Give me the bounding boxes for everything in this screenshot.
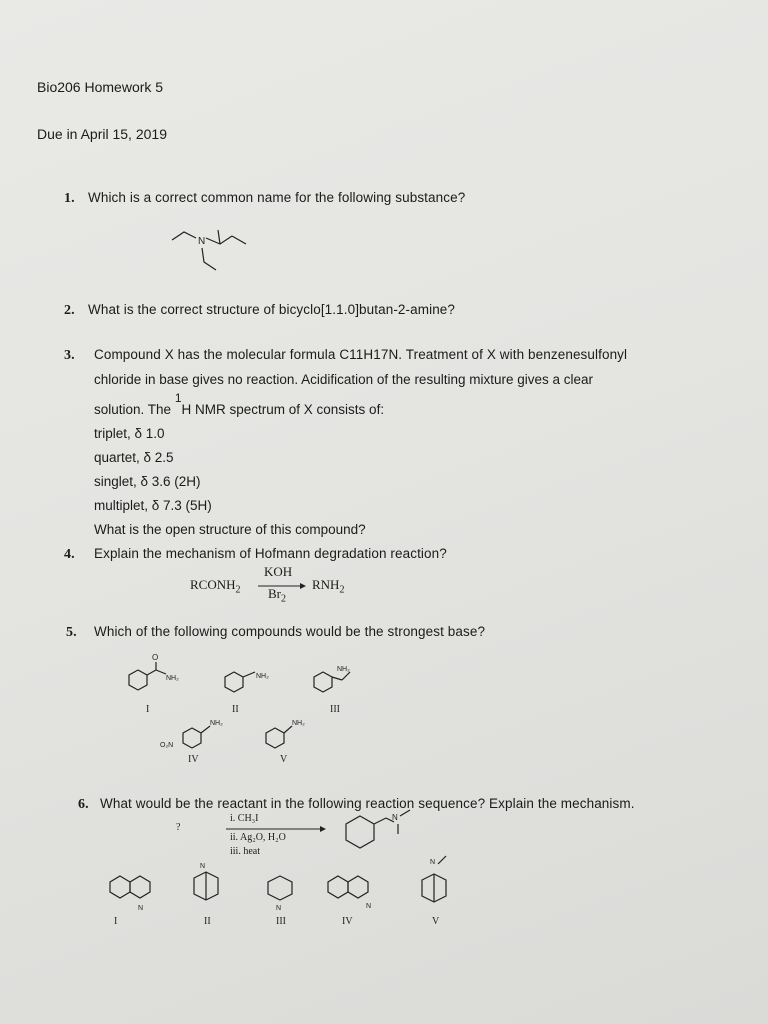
question-2 bbox=[64, 302, 455, 319]
question-number: 3. bbox=[64, 348, 75, 363]
label-I: I bbox=[146, 704, 150, 715]
label-III: III bbox=[330, 704, 340, 715]
svg-text:N: N bbox=[276, 905, 282, 912]
question-text: Which of the following compounds would be the strongest base? bbox=[94, 624, 486, 639]
question-number: 1. bbox=[64, 191, 75, 206]
question-4 bbox=[64, 546, 447, 563]
label-IV: IV bbox=[342, 916, 353, 927]
compound-I bbox=[129, 653, 179, 690]
question-3-prompt: What is the open structure of this compound? bbox=[94, 522, 366, 537]
svg-text:NH₂: NH₂ bbox=[337, 666, 350, 673]
candidate-I bbox=[110, 876, 150, 912]
due-date: Due in April 15, 2019 bbox=[37, 126, 167, 142]
label-IV: IV bbox=[188, 754, 199, 765]
question-1 bbox=[64, 190, 465, 207]
compound-V bbox=[266, 720, 305, 748]
question-number: 5. bbox=[66, 625, 77, 640]
unknown-reactant: ? bbox=[176, 822, 181, 833]
svg-text:O: O bbox=[152, 653, 159, 662]
reagent-step-3: iii. heat bbox=[230, 846, 260, 857]
reagent-top: KOH bbox=[264, 564, 293, 579]
svg-text:NH₂: NH₂ bbox=[256, 673, 269, 680]
q1-amine-structure bbox=[170, 222, 260, 277]
reagent-step-1: i. CH₃I bbox=[230, 813, 259, 824]
question-line-1: Compound X has the molecular formula C11H17N. Treatment of X with benzenesulfonyl bbox=[94, 347, 628, 362]
candidate-IV bbox=[328, 876, 371, 910]
question-3-line-2: chloride in base gives no reaction. Acidification of the resulting mixture gives a clear bbox=[94, 372, 594, 387]
question-text: What would be the reactant in the following reaction sequence? Explain the mechanism. bbox=[100, 796, 635, 811]
svg-text:NH₂: NH₂ bbox=[210, 720, 223, 727]
svg-text:O₂N: O₂N bbox=[160, 742, 174, 749]
svg-text:NH₂: NH₂ bbox=[292, 720, 305, 727]
question-3-line-3 bbox=[94, 391, 385, 417]
line-text: solution. The bbox=[94, 402, 172, 417]
reagent-bottom: $Br_2$ bbox=[268, 586, 286, 605]
reagent-step-2: ii. Ag₂O, H₂O bbox=[230, 832, 286, 843]
nmr-superscript: 1 bbox=[174, 391, 182, 405]
question-text: Explain the mechanism of Hofmann degradation reaction? bbox=[94, 546, 447, 561]
candidate-III bbox=[268, 876, 292, 912]
question-text: What is the correct structure of bicyclo[1.1.0]butan-2-amine? bbox=[88, 302, 456, 317]
question-number: 4. bbox=[64, 547, 75, 562]
svg-text:N: N bbox=[138, 905, 144, 912]
compound-II bbox=[225, 672, 269, 692]
nmr-signal: triplet, δ 1.0 bbox=[94, 426, 165, 441]
candidate-II bbox=[194, 863, 218, 900]
compound-III bbox=[314, 666, 350, 692]
svg-text:N: N bbox=[392, 813, 398, 822]
nmr-signal: quartet, δ 2.5 bbox=[94, 450, 174, 465]
label-III: III bbox=[276, 916, 286, 927]
hofmann-reaction-equation bbox=[190, 564, 410, 608]
nmr-signal: singlet, δ 3.6 (2H) bbox=[94, 474, 201, 489]
nmr-signal: multiplet, δ 7.3 (5H) bbox=[94, 498, 212, 513]
nitrogen-atom: N bbox=[198, 236, 206, 247]
question-3 bbox=[64, 347, 627, 364]
candidate-V bbox=[422, 856, 446, 902]
question-number: 2. bbox=[64, 303, 75, 318]
svg-text:NH₂: NH₂ bbox=[166, 675, 179, 682]
q6-candidate-structures bbox=[100, 852, 480, 932]
label-V: V bbox=[432, 916, 440, 927]
product: $RNH_2$ bbox=[312, 577, 345, 596]
label-II: II bbox=[204, 916, 211, 927]
product-structure bbox=[330, 808, 440, 858]
reactant: $RCONH_2$ bbox=[190, 577, 241, 596]
compound-IV bbox=[160, 720, 223, 749]
question-5 bbox=[66, 624, 485, 641]
svg-text:N: N bbox=[200, 863, 206, 870]
homework-title: Bio206 Homework 5 bbox=[37, 79, 164, 95]
line-text: H NMR spectrum of X consists of: bbox=[181, 402, 385, 417]
question-number: 6. bbox=[78, 797, 89, 812]
label-I: I bbox=[114, 916, 118, 927]
label-II: II bbox=[232, 704, 239, 715]
svg-text:N: N bbox=[430, 859, 436, 866]
question-text: Which is a correct common name for the following substance? bbox=[88, 190, 466, 205]
q5-structures bbox=[120, 650, 420, 770]
label-V: V bbox=[280, 754, 288, 765]
svg-text:N: N bbox=[366, 903, 372, 910]
